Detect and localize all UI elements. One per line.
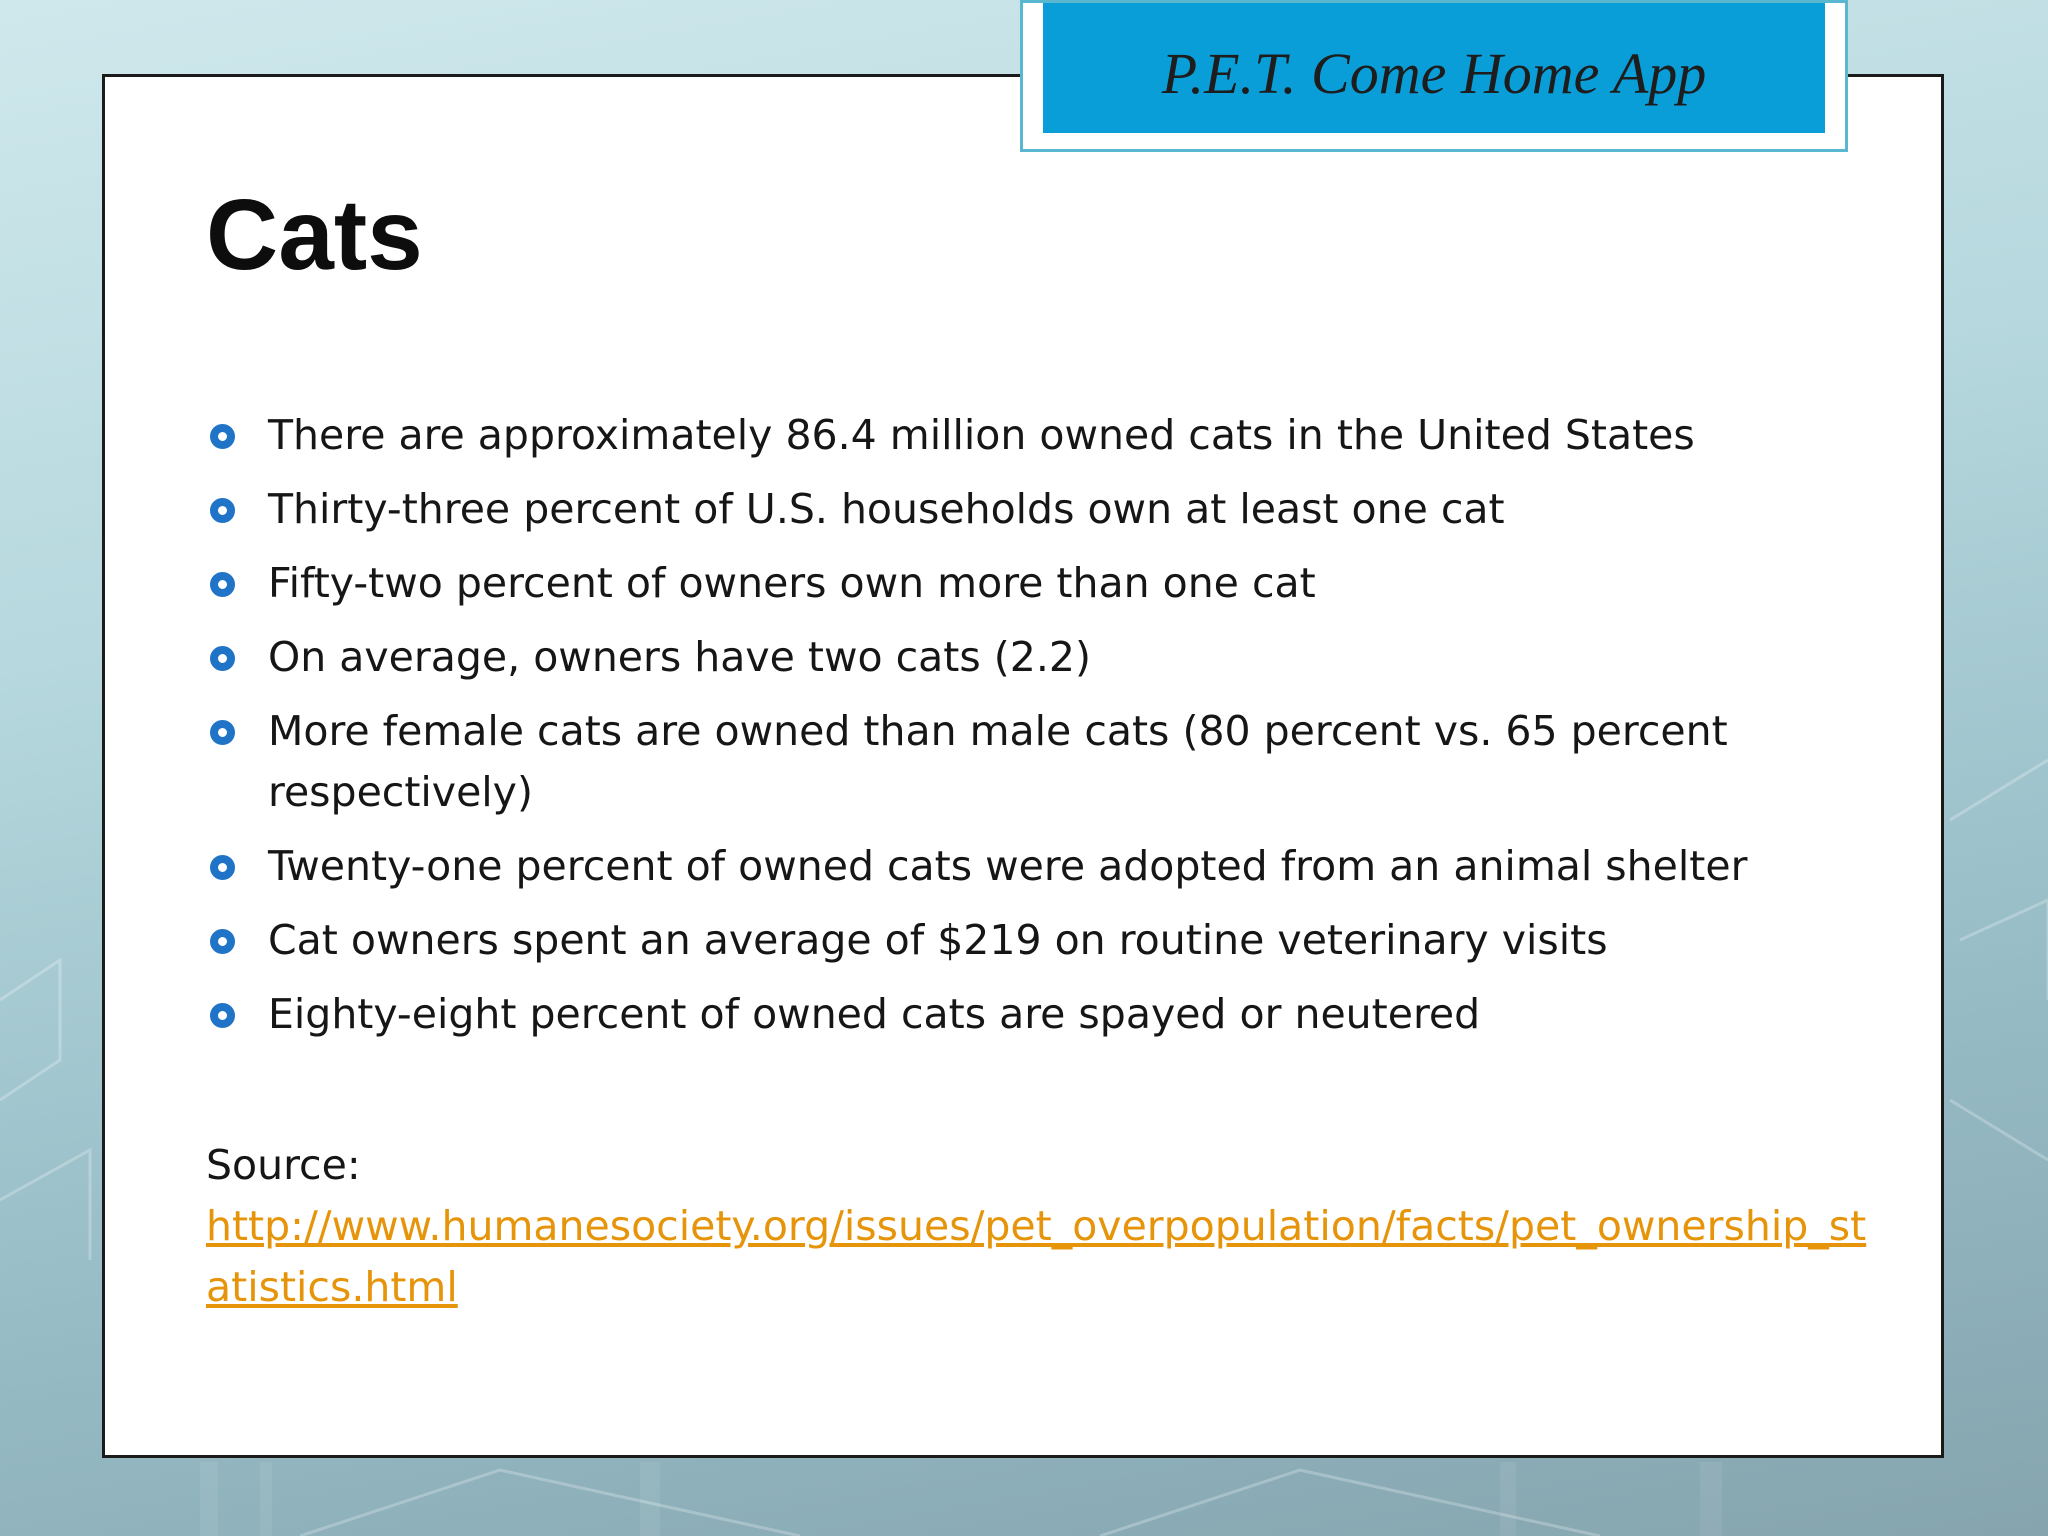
bullet-item	[206, 984, 1896, 1045]
bullet-text: Fifty-two percent of owners own more than one cat	[268, 559, 1316, 607]
bullet-text: More female cats are owned than male cats (80 percent vs. 65 percent respectively)	[268, 707, 1728, 816]
ring-bullet-icon	[210, 929, 235, 954]
bullet-text: Thirty-three percent of U.S. households own at least one cat	[268, 485, 1505, 533]
bullet-text: There are approximately 86.4 million owned cats in the United States	[268, 411, 1695, 459]
bullet-item	[206, 627, 1896, 688]
bullet-text: Cat owners spent an average of $219 on routine veterinary visits	[268, 916, 1608, 964]
bullet-list	[206, 405, 1896, 1058]
ring-bullet-icon	[210, 572, 235, 597]
bullet-item	[206, 910, 1896, 971]
source-link[interactable]: http://www.humanesociety.org/issues/pet_overpopulation/facts/pet_ownership_statistics.html	[206, 1202, 1867, 1311]
bullet-item	[206, 553, 1896, 614]
bullet-text: Twenty-one percent of owned cats were adopted from an animal shelter	[268, 842, 1748, 890]
ring-bullet-icon	[210, 424, 235, 449]
ring-bullet-icon	[210, 1003, 235, 1028]
header-banner-fill	[1043, 3, 1825, 133]
bullet-item	[206, 836, 1896, 897]
ring-bullet-icon	[210, 498, 235, 523]
bullet-item	[206, 701, 1896, 823]
banner-title: P.E.T. Come Home App	[1161, 40, 1707, 106]
source-label: Source:	[206, 1141, 361, 1189]
source-citation	[206, 1135, 1886, 1318]
bullet-text: On average, owners have two cats (2.2)	[268, 633, 1091, 681]
slide-title: Cats	[206, 179, 423, 291]
ring-bullet-icon	[210, 855, 235, 880]
bullet-text: Eighty-eight percent of owned cats are spayed or neutered	[268, 990, 1481, 1038]
bullet-item	[206, 479, 1896, 540]
bullet-item	[206, 405, 1896, 466]
ring-bullet-icon	[210, 720, 235, 745]
header-banner	[1020, 0, 1848, 152]
ring-bullet-icon	[210, 646, 235, 671]
